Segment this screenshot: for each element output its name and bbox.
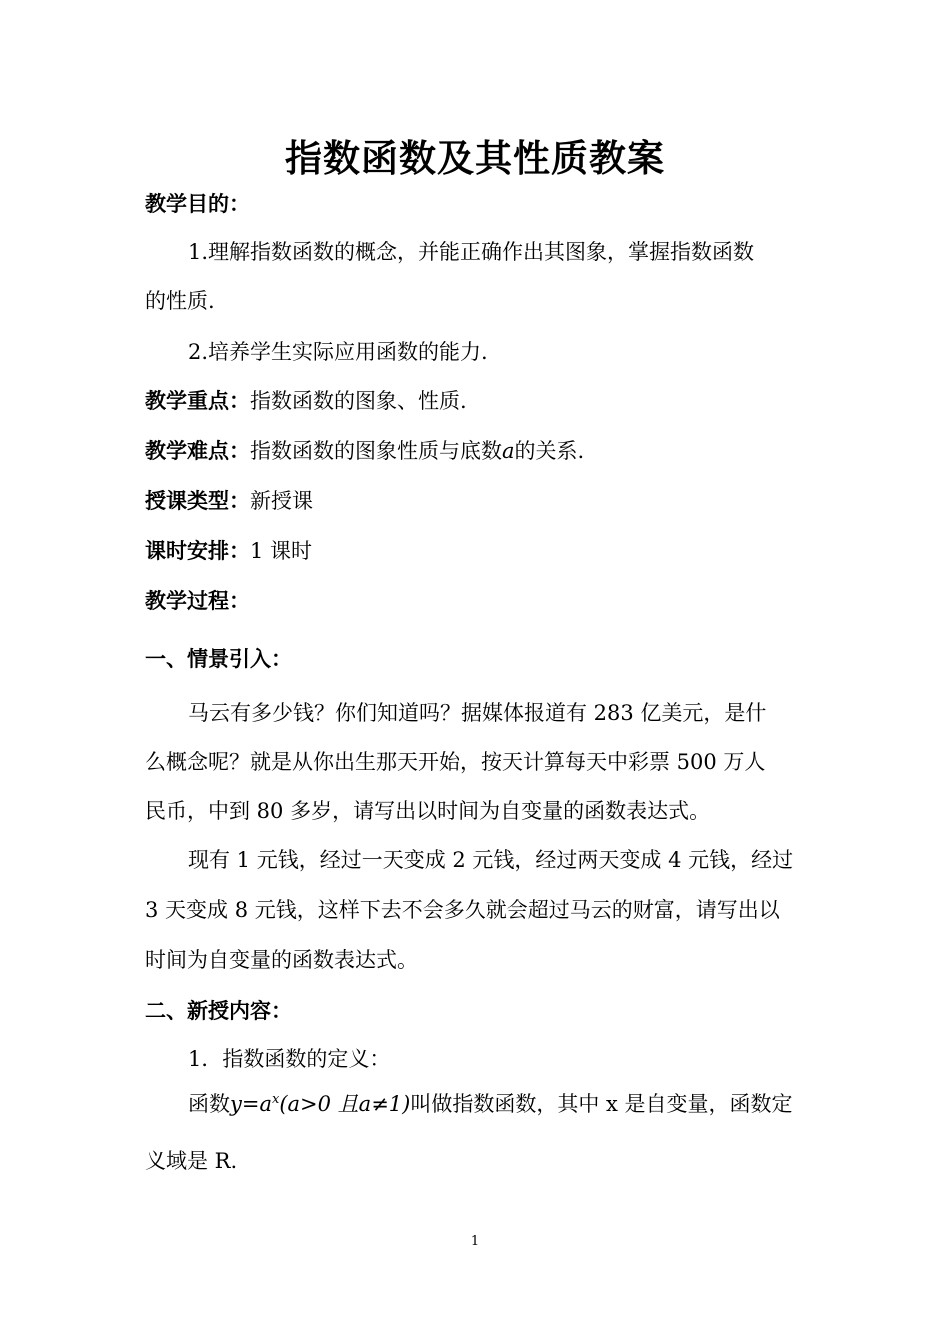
section1-p1-line-2: 么概念呢？就是从你出生那天开始，按天计算每天中彩票 500 万人 — [145, 750, 766, 774]
section1-p2-line-2: 3 天变成 8 元钱，这样下去不会多久就会超过马云的财富，请写出以 — [145, 898, 780, 922]
definition-line-2: 义域是 R. — [145, 1149, 238, 1173]
definition-suffix: 叫做指数函数，其中 x 是自变量，函数定 — [410, 1092, 793, 1116]
formula-exponent: x — [271, 1092, 280, 1107]
section1-p2-line-1: 现有 1 元钱，经过一天变成 2 元钱，经过两天变成 4 元钱，经过 — [188, 848, 794, 872]
section1-p1-line-3: 民币，中到 80 多岁，请写出以时间为自变量的函数表达式。 — [145, 799, 711, 823]
section1-p1-line-1: 马云有多少钱？你们知道吗？据媒体报道有 283 亿美元，是什 — [188, 701, 767, 725]
definition-line-1 — [188, 1090, 810, 1118]
section2-heading: 二、新授内容： — [145, 999, 292, 1023]
difficulties-text-after: 的关系. — [514, 439, 585, 463]
difficulties-label: 教学难点： — [145, 439, 250, 463]
section1-heading: 一、情景引入： — [145, 647, 292, 671]
section2-sub1: 1．指数函数的定义： — [188, 1047, 391, 1071]
difficulties — [145, 437, 810, 465]
difficulties-text-before: 指数函数的图象性质与底数 — [250, 439, 502, 463]
objective-1-line-1: 1.理解指数函数的概念，并能正确作出其图象，掌握指数函数 — [188, 240, 755, 264]
key-points — [145, 387, 810, 415]
formula-condition: (a>0 且a≠1) — [279, 1092, 411, 1116]
formula-base: y=a — [230, 1092, 272, 1116]
key-points-label: 教学重点： — [145, 389, 250, 413]
lesson-type — [145, 487, 810, 515]
section1-p2-line-3: 时间为自变量的函数表达式。 — [145, 948, 418, 972]
objective-1-line-2: 的性质. — [145, 289, 215, 313]
process-heading: 教学过程： — [145, 589, 250, 613]
document-title: 指数函数及其性质教案 — [285, 137, 665, 180]
schedule-text: 1 课时 — [250, 539, 313, 563]
schedule — [145, 537, 810, 565]
objective-2: 2.培养学生实际应用函数的能力. — [188, 340, 488, 364]
difficulties-var: a — [502, 439, 515, 463]
lesson-type-label: 授课类型： — [145, 489, 250, 513]
schedule-label: 课时安排： — [145, 539, 250, 563]
key-points-text: 指数函数的图象、性质. — [250, 389, 467, 413]
objectives-heading: 教学目的： — [145, 192, 250, 216]
page-number: 1 — [470, 1234, 480, 1249]
lesson-type-text: 新授课 — [250, 489, 313, 513]
definition-prefix: 函数 — [188, 1092, 230, 1116]
